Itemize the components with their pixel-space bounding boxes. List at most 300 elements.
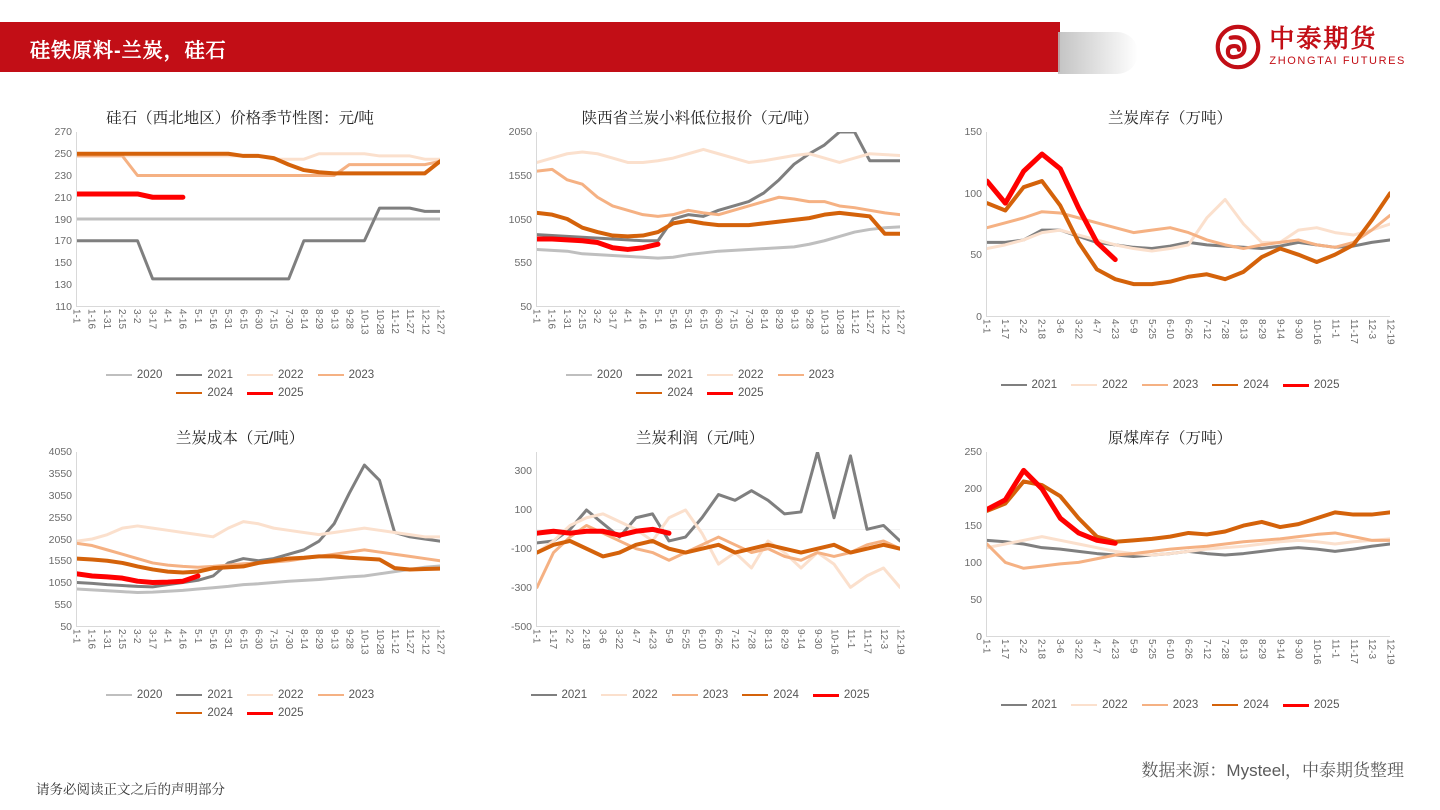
logo-text-en: ZHONGTAI FUTURES xyxy=(1269,55,1406,67)
x-tick-label: 12-27 xyxy=(894,309,906,335)
legend-swatch xyxy=(1142,384,1168,386)
x-tick-label: 3-17 xyxy=(606,309,618,330)
y-axis xyxy=(500,452,534,633)
legend-item[interactable] xyxy=(1283,379,1340,391)
y-tick-label: 100 xyxy=(514,504,532,517)
x-tick-label: 9-14 xyxy=(795,629,807,650)
x-tick-label: 10-13 xyxy=(818,309,830,335)
chart-title: 硅石（西北地区）价格季节性图：元/吨 xyxy=(106,110,374,127)
y-tick-label: 200 xyxy=(964,483,982,495)
legend-item[interactable] xyxy=(1071,379,1128,391)
legend-label: 2021 xyxy=(1031,699,1058,711)
x-tick-label: 3-6 xyxy=(596,629,608,644)
x-tick-label: 3-22 xyxy=(1072,319,1084,340)
legend-item[interactable] xyxy=(1071,699,1128,711)
legend-label: 2023 xyxy=(348,689,375,701)
x-tick-label: 12-12 xyxy=(419,309,431,335)
x-tick-label: 12-12 xyxy=(419,629,431,655)
x-tick-label: 4-1 xyxy=(161,309,173,324)
legend-swatch xyxy=(318,374,344,376)
x-tick-label: 2-15 xyxy=(116,309,127,330)
legend-label: 2021 xyxy=(561,689,588,701)
x-tick-label: 2-18 xyxy=(1035,639,1047,660)
x-axis xyxy=(980,317,1396,377)
x-tick-label: 5-25 xyxy=(1145,639,1157,660)
legend-item[interactable] xyxy=(707,387,764,399)
x-tick-label: 7-12 xyxy=(1200,639,1212,660)
chart-title: 兰炭成本（元/吨） xyxy=(175,430,305,447)
x-tick-label: 8-29 xyxy=(1255,319,1267,340)
legend-swatch xyxy=(176,712,202,714)
legend-item[interactable] xyxy=(1142,379,1199,391)
x-tick-label: 9-14 xyxy=(1274,639,1286,660)
legend-item[interactable] xyxy=(247,689,304,701)
legend-label: 2024 xyxy=(773,689,799,701)
x-tick-label: 1-17 xyxy=(998,319,1010,340)
x-tick-label: 5-25 xyxy=(1145,319,1157,340)
x-tick-label: 10-28 xyxy=(373,629,385,655)
x-tick-label: 11-17 xyxy=(861,629,873,654)
x-tick-label: 4-7 xyxy=(629,629,641,644)
plot-canvas xyxy=(76,132,440,307)
x-tick-label: 3-6 xyxy=(1053,319,1065,334)
x-tick-label: 5-31 xyxy=(222,309,234,330)
legend-label: 2024 xyxy=(1243,699,1269,711)
plot-area xyxy=(40,126,446,335)
y-tick-label: 270 xyxy=(54,126,72,138)
chart-grid xyxy=(0,96,1440,746)
x-tick-label: 7-28 xyxy=(1219,319,1231,340)
legend-swatch xyxy=(742,694,768,696)
chart-yuanmei_stock xyxy=(950,426,1396,711)
y-tick-label: 50 xyxy=(520,301,532,313)
x-tick-label: 6-10 xyxy=(1164,639,1176,660)
x-tick-label: 6-26 xyxy=(1182,319,1194,340)
x-tick-label: 4-16 xyxy=(636,309,648,330)
x-tick-label: 3-2 xyxy=(591,309,603,324)
x-tick-label: 4-1 xyxy=(621,309,633,324)
legend-label: 2022 xyxy=(738,369,764,381)
legend-item[interactable] xyxy=(176,689,233,701)
legend-item[interactable] xyxy=(176,369,233,381)
x-tick-label: 9-13 xyxy=(328,309,340,330)
y-tick-label: 3550 xyxy=(48,467,72,480)
legend-item[interactable] xyxy=(636,387,693,399)
x-tick-label: 1-1 xyxy=(70,309,82,324)
y-tick-label: 50 xyxy=(60,621,72,633)
chart-legend xyxy=(950,379,1390,391)
y-tick-label: 230 xyxy=(54,169,72,182)
plot-canvas xyxy=(536,132,900,307)
plot-canvas xyxy=(986,452,1390,637)
legend-swatch xyxy=(176,374,202,376)
plot-canvas xyxy=(536,452,900,627)
x-tick-label: 7-30 xyxy=(282,309,294,330)
x-tick-label: 12-19 xyxy=(1384,319,1396,345)
x-tick-label: 5-9 xyxy=(1127,639,1139,654)
disclaimer-note: 请务必阅读正文之后的声明部分 xyxy=(36,782,225,797)
y-tick-label: 170 xyxy=(54,235,72,248)
y-tick-label: 210 xyxy=(54,191,72,204)
legend-item[interactable] xyxy=(176,707,233,719)
data-source-note: 数据来源：Mysteel，中泰期货整理 xyxy=(1141,761,1404,780)
y-axis xyxy=(950,126,984,323)
x-tick-label: 8-13 xyxy=(1237,639,1249,660)
chart-legend xyxy=(75,369,405,399)
x-tick-label: 5-16 xyxy=(207,629,218,650)
x-tick-label: 7-28 xyxy=(745,629,757,650)
x-tick-label: 11-17 xyxy=(1347,639,1359,664)
x-tick-label: 6-26 xyxy=(1182,639,1194,660)
x-tick-label: 11-17 xyxy=(1347,319,1359,344)
y-tick-label: 2550 xyxy=(48,511,72,524)
legend-label: 2020 xyxy=(596,369,623,381)
legend-item[interactable] xyxy=(1212,699,1269,711)
legend-label: 2025 xyxy=(278,387,304,399)
x-tick-label: 11-27 xyxy=(404,629,416,654)
x-tick-label: 7-30 xyxy=(282,629,294,650)
legend-label: 2023 xyxy=(702,689,729,701)
y-tick-label: 50 xyxy=(970,594,982,606)
y-tick-label: 2050 xyxy=(48,533,72,546)
x-tick-label: 9-30 xyxy=(811,629,823,650)
plot-area xyxy=(950,126,1396,345)
chart-title: 兰炭库存（万吨） xyxy=(1107,110,1232,127)
x-tick-label: 2-15 xyxy=(576,309,587,330)
legend-swatch xyxy=(1283,704,1309,707)
x-tick-label: 5-31 xyxy=(222,629,234,650)
x-tick-label: 3-17 xyxy=(146,309,158,330)
y-tick-label: 130 xyxy=(54,279,72,292)
legend-item[interactable] xyxy=(707,369,764,381)
y-tick-label: 150 xyxy=(964,520,982,532)
y-tick-label: 150 xyxy=(54,257,72,270)
y-tick-label: -500 xyxy=(510,621,532,633)
legend-swatch xyxy=(247,694,273,696)
x-tick-label: 8-29 xyxy=(313,309,325,330)
x-tick-label: 11-1 xyxy=(844,629,856,649)
chart-title: 原煤库存（万吨） xyxy=(1107,430,1232,447)
legend-label: 2024 xyxy=(207,387,233,399)
legend-swatch xyxy=(1071,704,1097,706)
legend-swatch xyxy=(813,694,839,697)
y-axis xyxy=(40,126,74,313)
legend-item[interactable] xyxy=(106,689,163,701)
x-tick-label: 12-27 xyxy=(434,309,446,335)
x-tick-label: 5-16 xyxy=(667,309,678,330)
x-tick-label: 12-19 xyxy=(894,629,906,655)
legend-swatch xyxy=(176,392,202,394)
legend-label: 2024 xyxy=(207,707,233,719)
x-tick-label: 12-19 xyxy=(1384,639,1396,665)
y-tick-label: 100 xyxy=(964,557,982,569)
legend-swatch xyxy=(778,374,804,376)
x-tick-label: 7-12 xyxy=(729,629,741,650)
y-tick-label: 50 xyxy=(970,249,982,262)
legend-swatch xyxy=(106,374,132,376)
legend-swatch xyxy=(247,392,273,395)
legend-label: 2024 xyxy=(1243,379,1269,391)
legend-swatch xyxy=(1212,384,1238,386)
header-banner-tail xyxy=(1058,32,1138,74)
legend-label: 2020 xyxy=(136,369,163,381)
y-tick-label: 150 xyxy=(964,126,982,138)
x-tick-label: 12-3 xyxy=(1366,639,1378,660)
legend-item[interactable] xyxy=(1001,379,1058,391)
logo-mark-icon xyxy=(1215,24,1261,70)
y-axis xyxy=(500,126,534,313)
x-tick-label: 5-1 xyxy=(651,309,663,324)
legend-label: 2025 xyxy=(843,689,870,701)
y-tick-label: 1550 xyxy=(48,555,72,568)
legend-item[interactable] xyxy=(318,689,375,701)
legend-label: 2022 xyxy=(1102,699,1128,711)
x-tick-label: 4-23 xyxy=(1109,319,1121,340)
chart-guishi xyxy=(40,106,446,399)
legend-swatch xyxy=(1283,384,1309,387)
legend-label: 2025 xyxy=(1313,699,1340,711)
x-tick-label: 10-16 xyxy=(828,629,840,655)
x-tick-label: 4-16 xyxy=(176,629,188,650)
x-tick-label: 11-12 xyxy=(389,629,400,654)
x-tick-label: 2-18 xyxy=(580,629,592,650)
legend-label: 2022 xyxy=(1102,379,1128,391)
x-tick-label: 7-15 xyxy=(267,309,279,330)
legend-item[interactable] xyxy=(566,369,623,381)
x-tick-label: 6-30 xyxy=(712,309,724,330)
legend-label: 2025 xyxy=(738,387,764,399)
x-tick-label: 3-22 xyxy=(1072,639,1084,660)
x-tick-label: 2-2 xyxy=(1017,319,1029,334)
x-tick-label: 11-12 xyxy=(389,309,400,334)
x-tick-label: 7-15 xyxy=(727,309,739,330)
legend-swatch xyxy=(636,374,662,376)
x-axis xyxy=(70,307,446,367)
legend-swatch xyxy=(636,392,662,394)
x-tick-label: 8-13 xyxy=(762,629,774,650)
legend-item[interactable] xyxy=(1142,699,1199,711)
legend-label: 2025 xyxy=(278,707,304,719)
legend-item[interactable] xyxy=(176,387,233,399)
y-tick-label: 0 xyxy=(976,631,982,643)
y-tick-label: 3050 xyxy=(48,489,72,502)
legend-item[interactable] xyxy=(1212,379,1269,391)
legend-item[interactable] xyxy=(247,707,304,719)
x-tick-label: 4-7 xyxy=(1090,639,1102,654)
x-tick-label: 1-1 xyxy=(70,629,82,644)
legend-swatch xyxy=(707,374,733,376)
x-tick-label: 4-23 xyxy=(1109,639,1121,660)
x-tick-label: 1-31 xyxy=(560,309,572,330)
legend-label: 2023 xyxy=(808,369,835,381)
legend-item[interactable] xyxy=(106,369,163,381)
x-tick-label: 6-15 xyxy=(237,309,249,330)
logo-text-cn: 中泰期货 xyxy=(1269,25,1378,53)
plot-canvas xyxy=(76,452,440,627)
x-tick-label: 3-22 xyxy=(613,629,625,650)
legend-swatch xyxy=(247,374,273,376)
legend-item[interactable] xyxy=(813,689,870,701)
plot-area xyxy=(950,446,1396,665)
x-tick-label: 7-15 xyxy=(267,629,279,650)
x-tick-label: 9-28 xyxy=(343,629,355,650)
chart-legend xyxy=(500,689,900,701)
legend-label: 2023 xyxy=(1172,699,1199,711)
x-tick-label: 8-29 xyxy=(778,629,790,650)
x-tick-label: 10-16 xyxy=(1311,639,1323,665)
legend-item[interactable] xyxy=(531,689,588,701)
legend-label: 2022 xyxy=(278,369,304,381)
x-tick-label: 1-31 xyxy=(100,309,112,330)
chart-legend xyxy=(950,699,1390,711)
x-tick-label: 6-10 xyxy=(1164,319,1176,340)
legend-swatch xyxy=(601,694,627,696)
chart-lantan_cost xyxy=(40,426,446,719)
x-tick-label: 2-2 xyxy=(563,629,575,644)
page-title: 硅铁原料-兰炭，硅石 xyxy=(30,40,227,62)
x-tick-label: 6-26 xyxy=(712,629,724,650)
y-tick-label: -100 xyxy=(510,543,532,556)
legend-label: 2021 xyxy=(207,369,233,381)
x-axis xyxy=(980,637,1396,697)
legend-swatch xyxy=(672,694,698,696)
x-tick-label: 12-3 xyxy=(1366,319,1378,340)
x-tick-label: 1-16 xyxy=(85,309,97,330)
y-tick-label: 550 xyxy=(54,599,72,612)
x-tick-label: 6-15 xyxy=(237,629,249,650)
x-tick-label: 7-28 xyxy=(1219,639,1231,660)
x-tick-label: 9-28 xyxy=(343,309,355,330)
x-tick-label: 12-12 xyxy=(879,309,891,335)
x-tick-label: 8-29 xyxy=(773,309,785,330)
x-tick-label: 9-30 xyxy=(1292,639,1304,660)
x-tick-label: 2-2 xyxy=(1017,639,1029,654)
x-tick-label: 11-1 xyxy=(1329,639,1341,659)
x-tick-label: 10-28 xyxy=(833,309,845,335)
x-tick-label: 5-25 xyxy=(679,629,691,650)
x-tick-label: 8-14 xyxy=(298,629,309,650)
x-tick-label: 11-27 xyxy=(864,309,876,334)
legend-item[interactable] xyxy=(742,689,799,701)
legend-swatch xyxy=(176,694,202,696)
legend-swatch xyxy=(247,712,273,715)
chart-title: 兰炭利润（元/吨） xyxy=(635,430,765,447)
x-tick-label: 5-9 xyxy=(662,629,674,644)
legend-swatch xyxy=(531,694,557,696)
plot-canvas xyxy=(986,132,1390,317)
legend-item[interactable] xyxy=(636,369,693,381)
x-tick-label: 11-1 xyxy=(1329,319,1341,339)
plot-area xyxy=(40,446,446,655)
legend-label: 2023 xyxy=(1172,379,1199,391)
x-tick-label: 6-30 xyxy=(252,629,264,650)
legend-swatch xyxy=(318,694,344,696)
chart-legend xyxy=(75,689,405,719)
x-tick-label: 9-13 xyxy=(328,629,340,650)
x-tick-label: 10-28 xyxy=(373,309,385,335)
x-tick-label: 10-13 xyxy=(358,309,370,335)
x-axis xyxy=(530,627,906,687)
chart-lantan_price xyxy=(500,106,906,399)
y-tick-label: 1050 xyxy=(48,577,72,590)
x-tick-label: 4-23 xyxy=(646,629,658,650)
x-tick-label: 1-1 xyxy=(980,319,992,334)
legend-label: 2024 xyxy=(667,387,693,399)
x-tick-label: 1-17 xyxy=(547,629,559,650)
x-tick-label: 3-2 xyxy=(131,309,143,324)
legend-item[interactable] xyxy=(247,369,304,381)
legend-item[interactable] xyxy=(247,387,304,399)
x-tick-label: 6-30 xyxy=(252,309,264,330)
chart-title: 陕西省兰炭小料低位报价（元/吨） xyxy=(581,110,819,127)
legend-swatch xyxy=(1001,704,1027,706)
legend-swatch xyxy=(1071,384,1097,386)
legend-swatch xyxy=(566,374,592,376)
x-tick-label: 5-1 xyxy=(191,309,203,324)
x-tick-label: 9-30 xyxy=(1292,319,1304,340)
legend-item[interactable] xyxy=(672,689,729,701)
x-tick-label: 7-30 xyxy=(742,309,754,330)
y-axis xyxy=(40,446,74,633)
x-tick-label: 3-17 xyxy=(146,629,158,650)
x-tick-label: 1-1 xyxy=(530,309,542,324)
company-logo xyxy=(1215,24,1406,70)
legend-item[interactable] xyxy=(318,369,375,381)
x-axis xyxy=(70,627,446,687)
x-tick-label: 1-1 xyxy=(980,639,992,654)
x-tick-label: 5-31 xyxy=(682,309,694,330)
x-tick-label: 9-13 xyxy=(788,309,800,330)
legend-item[interactable] xyxy=(778,369,835,381)
legend-label: 2021 xyxy=(207,689,233,701)
legend-label: 2022 xyxy=(632,689,658,701)
x-tick-label: 9-28 xyxy=(803,309,815,330)
legend-swatch xyxy=(1142,704,1168,706)
y-tick-label: 190 xyxy=(54,213,72,226)
legend-swatch xyxy=(1001,384,1027,386)
y-tick-label: 550 xyxy=(514,257,532,270)
legend-label: 2021 xyxy=(667,369,693,381)
chart-lantan_stock xyxy=(950,106,1396,391)
legend-item[interactable] xyxy=(1001,699,1058,711)
y-tick-label: 2050 xyxy=(508,126,532,138)
x-tick-label: 8-29 xyxy=(313,629,325,650)
x-tick-label: 2-15 xyxy=(116,629,127,650)
x-tick-label: 5-9 xyxy=(1127,319,1139,334)
x-tick-label: 3-6 xyxy=(1053,639,1065,654)
legend-label: 2021 xyxy=(1031,379,1058,391)
x-tick-label: 10-16 xyxy=(1311,319,1323,345)
legend-label: 2025 xyxy=(1313,379,1340,391)
x-tick-label: 11-12 xyxy=(849,309,860,334)
x-tick-label: 7-12 xyxy=(1200,319,1212,340)
legend-label: 2022 xyxy=(278,689,304,701)
y-tick-label: 250 xyxy=(964,446,982,458)
x-tick-label: 1-17 xyxy=(998,639,1010,660)
legend-swatch xyxy=(106,694,132,696)
x-tick-label: 8-14 xyxy=(758,309,769,330)
legend-item[interactable] xyxy=(601,689,658,701)
x-tick-label: 6-10 xyxy=(695,629,707,650)
x-tick-label: 9-14 xyxy=(1274,319,1286,340)
legend-item[interactable] xyxy=(1283,699,1340,711)
x-tick-label: 12-27 xyxy=(434,629,446,655)
y-tick-label: 250 xyxy=(54,147,72,160)
x-tick-label: 5-16 xyxy=(207,309,218,330)
x-tick-label: 1-16 xyxy=(545,309,557,330)
x-tick-label: 4-16 xyxy=(176,309,188,330)
chart-lantan_profit xyxy=(500,426,906,701)
